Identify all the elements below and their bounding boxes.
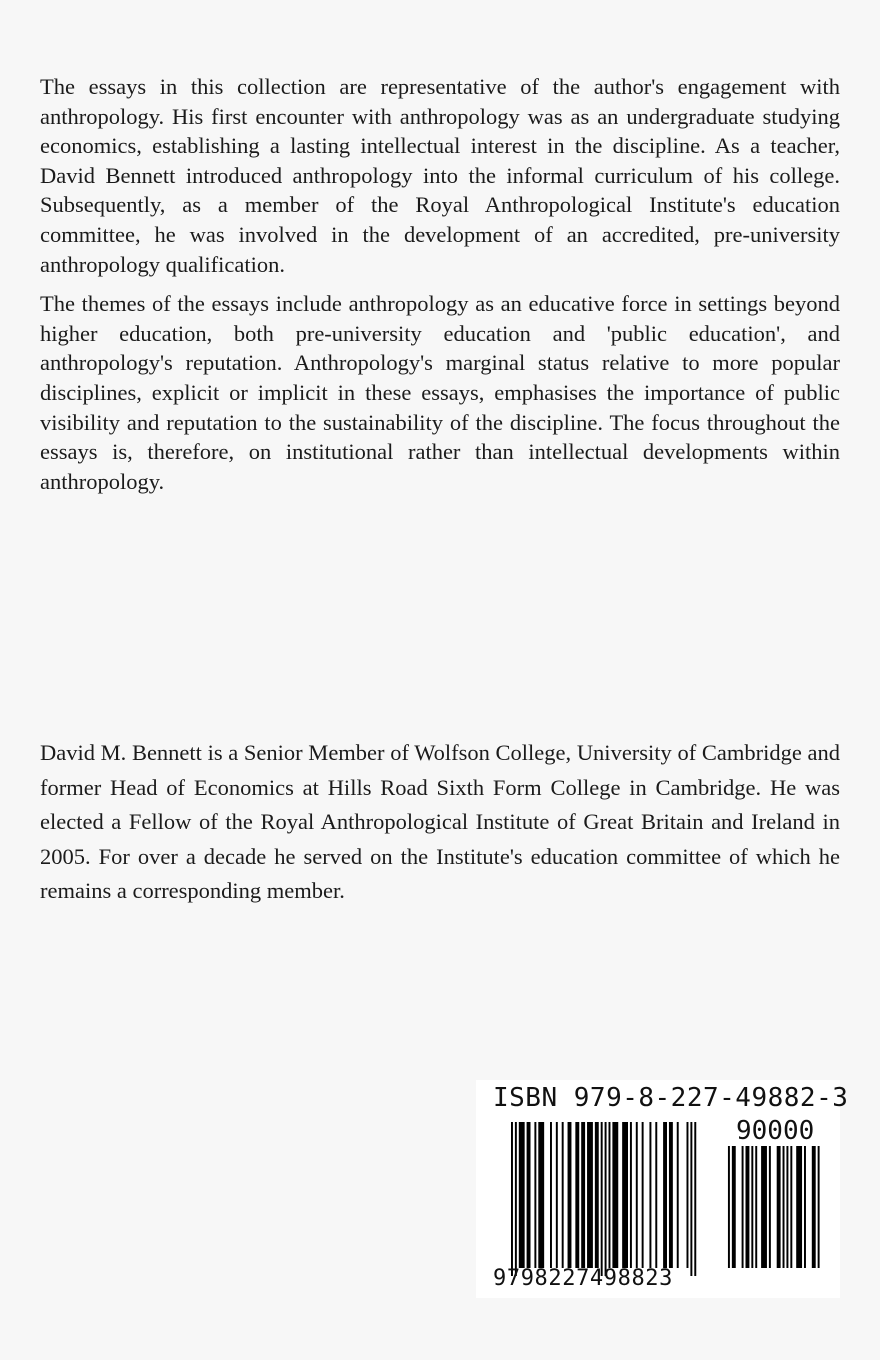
ean13-bars (511, 1122, 696, 1276)
addon-bar (783, 1146, 785, 1268)
ean-bar (568, 1122, 572, 1268)
ean-bar (519, 1122, 525, 1268)
addon-bar (751, 1146, 753, 1268)
addon-bar (769, 1146, 771, 1268)
ean-bar (687, 1122, 689, 1268)
price-code: 90000 (736, 1116, 815, 1146)
addon-bar (777, 1146, 781, 1268)
ean-bar (601, 1122, 603, 1276)
ean-digits: 9798227498823 (493, 1266, 673, 1291)
book-description (40, 72, 840, 506)
description-paragraph-2: The themes of the essays include anthropology as an educative force in settings beyond higher education, both pre-university education and 'public education', and anthropology's reputation. Anthropology's marginal status relative to more popular disciplines, explicit or implicit in these essays, emphasises the importance of public visibility and reputation to the sustainability of the discipline. The focus throughout the essays is, therefore, on institutional rather than intellectual developments within anthropology. (40, 291, 840, 494)
ean-bar (677, 1122, 679, 1268)
author-bio (40, 736, 840, 909)
isbn-label: ISBN 979-8-227-49882-3 (493, 1083, 849, 1113)
addon-bar (742, 1146, 744, 1268)
author-bio-text: David M. Bennett is a Senior Member of Wolfson College, University of Cambridge and former Head of Economics at Hills Road Sixth Form College in Cambridge. He was elected a Fellow of the Royal Anthropological Institute of Great Britain and Ireland in 2005. For over a decade he served on the Institute's education committee of which he remains a corresponding member. (40, 740, 840, 904)
ean-bar (581, 1122, 585, 1268)
addon-bar (732, 1146, 736, 1268)
ean-bar (609, 1122, 611, 1268)
ean-bar (694, 1122, 696, 1276)
ean-bar (690, 1122, 692, 1276)
addon-bar (796, 1146, 802, 1268)
isbn-barcode (476, 1080, 849, 1298)
ean-bar (527, 1122, 531, 1268)
ean-bar (595, 1122, 599, 1268)
addon-bar (790, 1146, 792, 1268)
description-paragraph-1: The essays in this collection are representative of the author's engagement with anthropology. His first encounter with anthropology was as an undergraduate studying economics, establishing a lasting intellectual interest in the discipline. As a teacher, David Bennett introduced anthropology into the informal curriculum of his college. Subsequently, as a member of the Royal Anthropological Institute's education committee, he was involved in the development of an accredited, pre-university anthropology qualification. (40, 74, 840, 277)
ean-bar (534, 1122, 536, 1268)
ean-bar (538, 1122, 544, 1268)
addon-bar (728, 1146, 730, 1268)
ean-bar (636, 1122, 638, 1268)
ean-bar (642, 1122, 644, 1268)
ean-bar (663, 1122, 667, 1268)
ean-bar (556, 1122, 558, 1268)
addon-bar (812, 1146, 816, 1268)
ean-bar (649, 1122, 651, 1268)
ean-bar (575, 1122, 579, 1268)
ean-bar (655, 1122, 657, 1268)
ean-bar (630, 1122, 632, 1268)
ean-bar (562, 1122, 564, 1268)
ean-bar (550, 1122, 552, 1268)
addon-bar (746, 1146, 750, 1268)
ean-bar (605, 1122, 607, 1276)
ean-bar (612, 1122, 618, 1268)
ean-bar (587, 1122, 593, 1268)
ean-bar (669, 1122, 673, 1268)
addon-bar (804, 1146, 806, 1268)
addon-bar (818, 1146, 820, 1268)
ean-bar (511, 1122, 513, 1276)
addon-bar (761, 1146, 767, 1268)
addon-bar (786, 1146, 788, 1268)
ean-bar (622, 1122, 628, 1268)
price-addon-bars (728, 1146, 820, 1268)
addon-bar (755, 1146, 757, 1268)
ean-bar (515, 1122, 517, 1276)
